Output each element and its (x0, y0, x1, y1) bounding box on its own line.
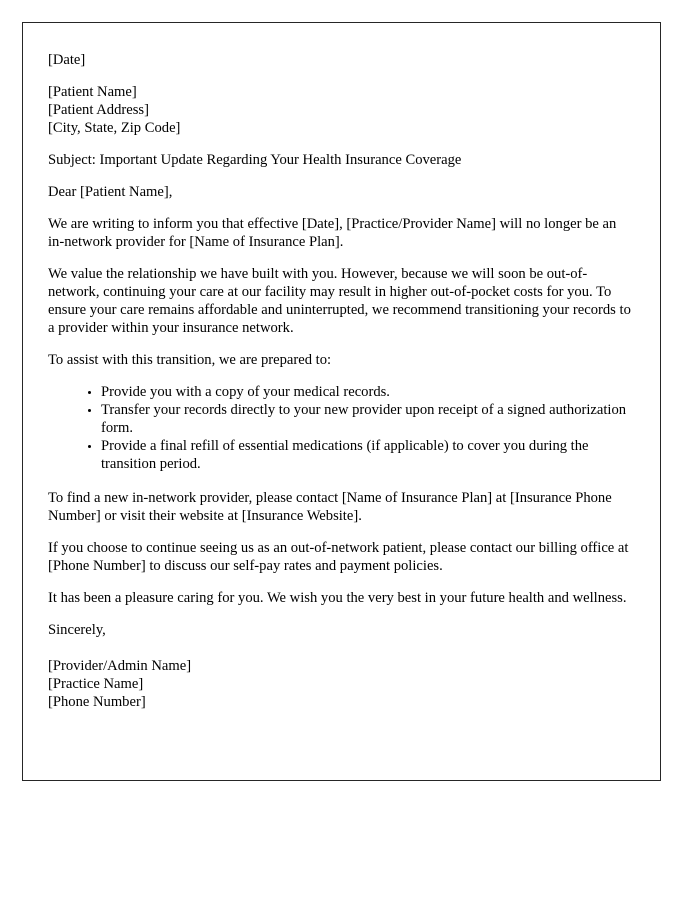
list-item: Provide a final refill of essential medications (if applicable) to cover you during the transition period. (88, 437, 634, 473)
date-block (48, 51, 634, 69)
signature-name: [Provider/Admin Name] (48, 658, 192, 674)
signature-block (48, 657, 634, 711)
letter-page (22, 22, 661, 781)
recipient-address: [Patient Address] (48, 102, 149, 118)
list-intro: To assist with this transition, we are prepared to: (48, 352, 332, 368)
signature-practice: [Practice Name] (48, 676, 144, 692)
body-paragraph-1: We are writing to inform you that effective [Date], [Practice/Provider Name] will no longer be an in-network provider for [Name of Insurance Plan]. (48, 216, 617, 250)
list-item: Provide you with a copy of your medical records. (88, 383, 634, 401)
salutation: Dear [Patient Name], (48, 184, 173, 200)
recipient-city-state-zip: [City, State, Zip Code] (48, 120, 181, 136)
recipient-address-block (48, 83, 634, 137)
closing-paragraph-2: If you choose to continue seeing us as an out-of-network patient, please contact our billing office at [Phone Number] to discuss our self-pay rates and payment policies. (48, 540, 629, 574)
recipient-name: [Patient Name] (48, 84, 137, 100)
list-item: Transfer your records directly to your new provider upon receipt of a signed authorization form. (88, 401, 634, 437)
closing-paragraph-3: It has been a pleasure caring for you. We wish you the very best in your future health and wellness. (48, 590, 627, 606)
subject-line: Subject: Important Update Regarding Your Health Insurance Coverage (48, 152, 462, 168)
signature-phone: [Phone Number] (48, 694, 146, 710)
body-paragraph-2: We value the relationship we have built with you. However, because we will soon be out-of-network, continuing your care at our facility may result in higher out-of-pocket costs for you. To ensure your care remains affordable and uninterrupted, we recommend transitioning your records to a provider within your insurance network. (48, 266, 631, 336)
sign-off: Sincerely, (48, 622, 106, 638)
closing-paragraph-1: To find a new in-network provider, please contact [Name of Insurance Plan] at [Insurance Phone Number] or visit their website at [Insurance Website]. (48, 490, 612, 524)
letter-body (23, 23, 660, 711)
assistance-list (48, 383, 634, 473)
date-line: [Date] (48, 52, 86, 68)
